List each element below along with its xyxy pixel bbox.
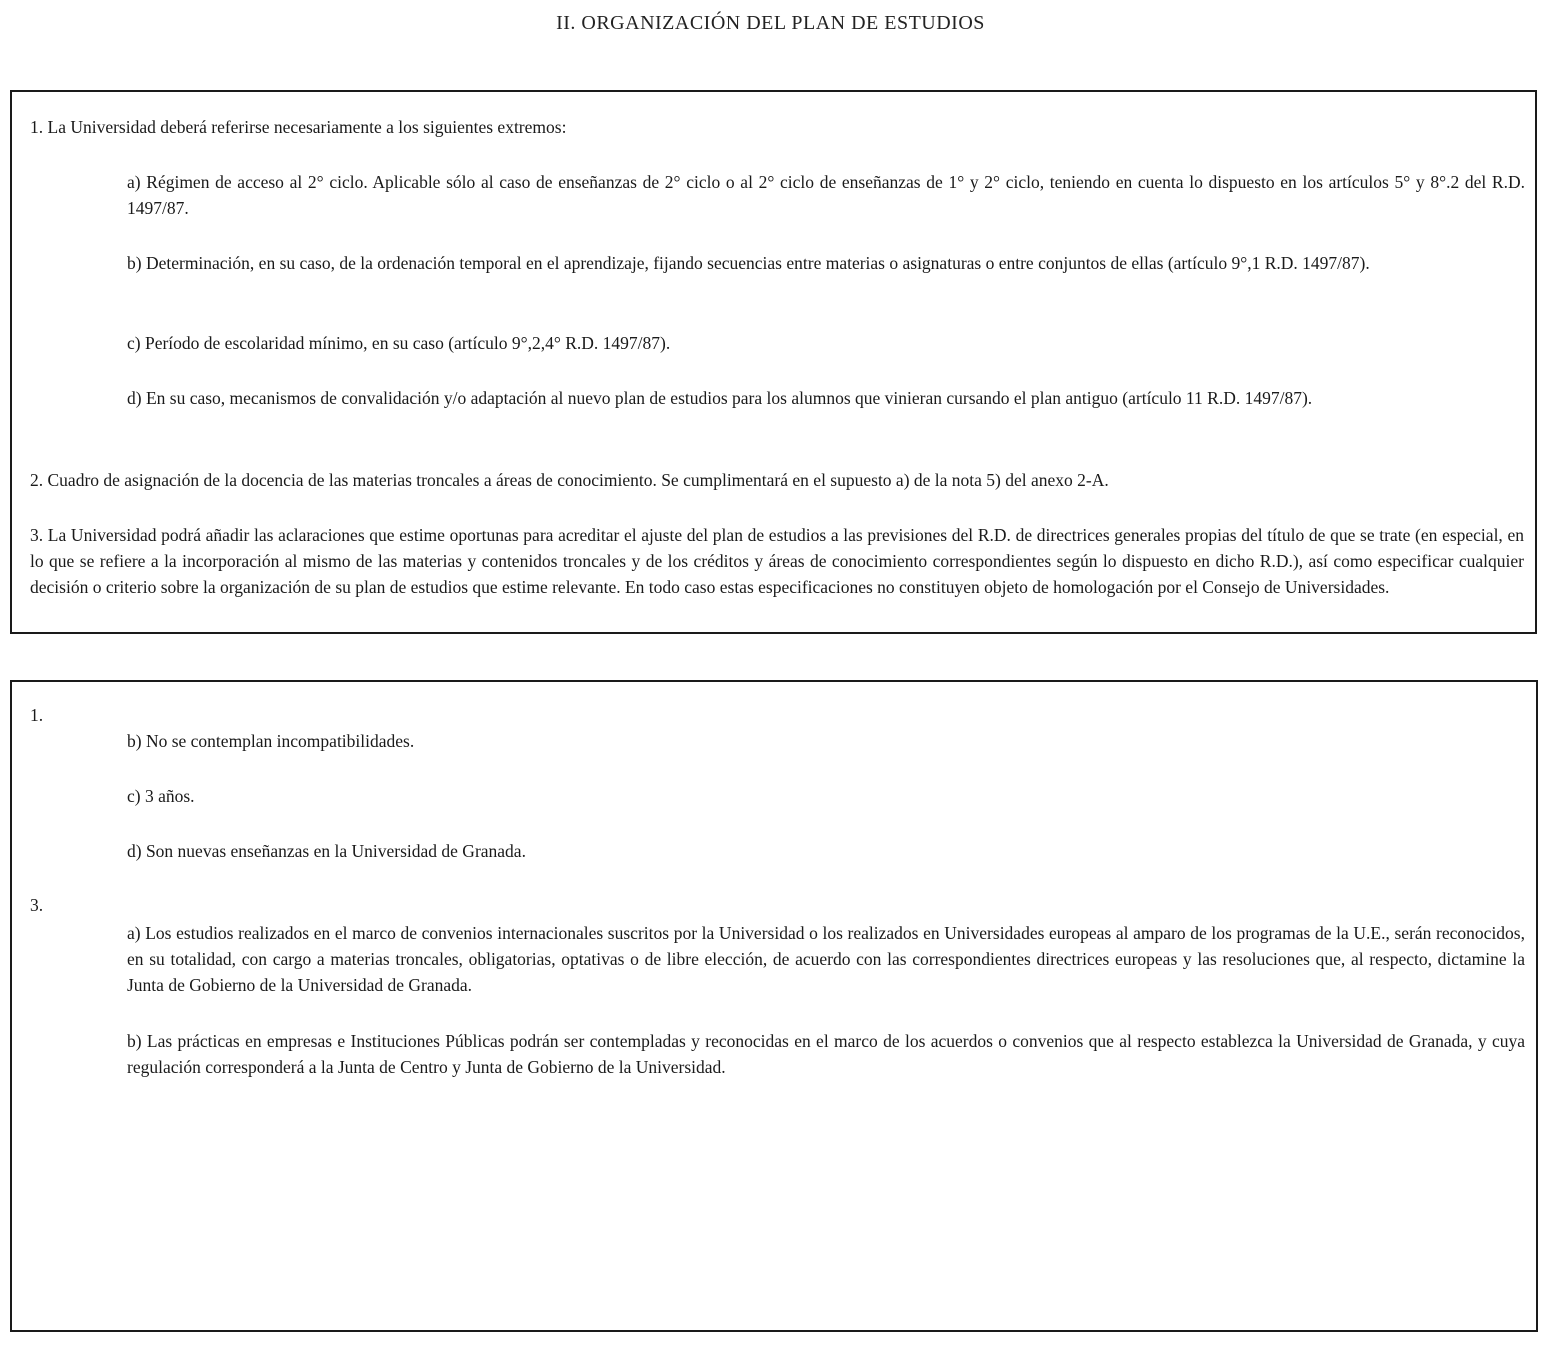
instruction-item-1-intro: 1. La Universidad deberá referirse necesariamente a los siguientes extremos:: [30, 117, 567, 137]
response-item-1d: d) Son nuevas enseñanzas en la Universidad de Granada.: [127, 841, 526, 861]
response-item-3b: b) Las prácticas en empresas e Instituciones Públicas podrán ser contempladas y reconocidas en el marco de los acuerdos o convenios que al respecto establezca la Universidad de Granada, y cuya regulación corresponderá a la Junta de Centro y Junta de Gobierno de la Universidad.: [127, 1031, 1525, 1077]
instruction-item-2: 2. Cuadro de asignación de la docencia de las materias troncales a áreas de conocimiento. Se cumplimentará en el supuesto a) de la nota 5) del anexo 2-A.: [30, 470, 1109, 490]
instruction-item-1c: c) Período de escolaridad mínimo, en su caso (artículo 9°,2,4° R.D. 1497/87).: [127, 333, 671, 353]
response-section-3-number: 3.: [30, 895, 44, 915]
response-section-1-number: 1.: [30, 705, 44, 725]
page-title: II. ORGANIZACIÓN DEL PLAN DE ESTUDIOS: [556, 12, 985, 34]
response-item-1c: c) 3 años.: [127, 786, 195, 806]
response-item-3a: a) Los estudios realizados en el marco de convenios internacionales suscritos por la Universidad o los realizados en Universidades europeas al amparo de los programas de la U.E., serán reconocidos, en su totalidad, con cargo a materias troncales, obligatorias, optativas o de libre elección, de acuerdo con las correspondientes directrices europeas y las resoluciones que, al respecto, dictamine la Junta de Gobierno de la Universidad de Granada.: [127, 923, 1525, 995]
response-item-1b: b) No se contemplan incompatibilidades.: [127, 731, 415, 751]
instruction-item-1a: a) Régimen de acceso al 2° ciclo. Aplicable sólo al caso de enseñanzas de 2° ciclo o al 2° ciclo de enseñanzas de 1° y 2° ciclo, teniendo en cuenta lo dispuesto en los artículos 5° y 8°.2 del R.D. 1497/87.: [127, 172, 1525, 218]
instruction-item-3: 3. La Universidad podrá añadir las aclaraciones que estime oportunas para acreditar el ajuste del plan de estudios a las previsiones del R.D. de directrices generales propias del título de que se trate (en especial, en lo que se refiere a la incorporación al mismo de las materias y contenidos troncales y de los créditos y áreas de conocimiento correspondientes según lo dispuesto en dicho R.D.), así como especificar cualquier decisión o criterio sobre la organización de su plan de estudios que estime relevante. En todo caso estas especificaciones no constituyen objeto de homologación por el Consejo de Universidades.: [30, 525, 1524, 597]
responses-box: [10, 680, 1538, 1332]
instructions-box: [10, 90, 1537, 634]
instruction-item-1b: b) Determinación, en su caso, de la ordenación temporal en el aprendizaje, fijando secuencias entre materias o asignaturas o entre conjuntos de ellas (artículo 9°,1 R.D. 1497/87).: [127, 253, 1370, 273]
instruction-item-1d: d) En su caso, mecanismos de convalidación y/o adaptación al nuevo plan de estudios para los alumnos que vinieran cursando el plan antiguo (artículo 11 R.D. 1497/87).: [127, 388, 1313, 408]
